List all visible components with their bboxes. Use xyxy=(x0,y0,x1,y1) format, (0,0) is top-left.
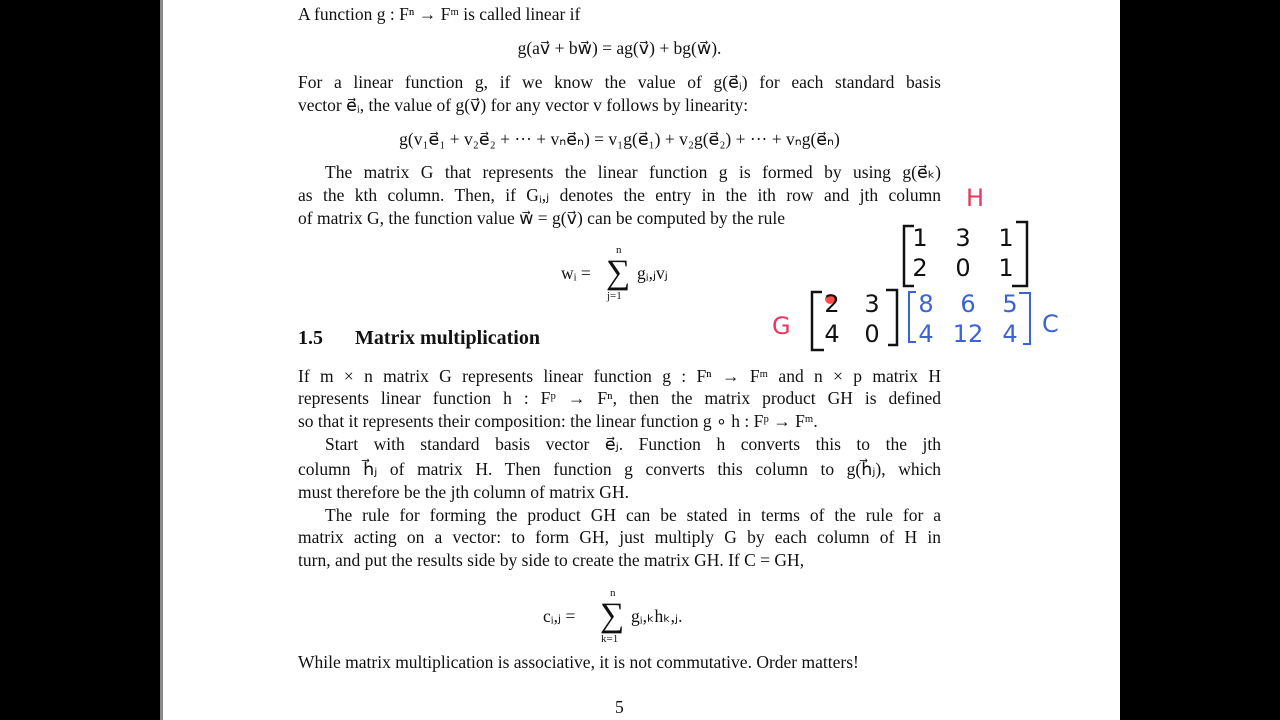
section-title: Matrix multiplication xyxy=(355,327,540,349)
text-line: represents linear function h : Fᵖ → Fⁿ, then the matrix product GH is defined xyxy=(298,388,941,408)
c-bracket-left xyxy=(909,292,916,342)
sigma-symbol: ∑ xyxy=(606,254,631,291)
h-label: H xyxy=(966,184,985,212)
matrix-entry: 8 xyxy=(918,290,934,318)
text-line: Start with standard basis vector e⃗ⱼ. Function h converts this to the jth xyxy=(325,434,941,454)
text-line: The matrix G that represents the linear function g is formed by using g(e⃗ₖ) xyxy=(325,162,941,182)
text-line: matrix acting on a vector: to form GH, just multiply G by each column of H in xyxy=(298,527,941,547)
eq-left: wᵢ = xyxy=(561,263,591,283)
sigma-symbol: ∑ xyxy=(600,597,625,634)
matrix-entry: 1 xyxy=(998,254,1014,282)
c-matrix-entries xyxy=(918,290,1017,348)
g-bracket-left xyxy=(812,292,824,350)
h-bracket-right xyxy=(1012,222,1027,286)
text-line: column h⃗ⱼ of matrix H. Then function g converts this column to g(h⃗ⱼ), which xyxy=(298,459,941,479)
matrix-entry: 2 xyxy=(824,290,840,318)
text-line: turn, and put the results side by side to create the matrix GH. If C = GH, xyxy=(298,550,805,570)
matrix-entry: 0 xyxy=(955,254,971,282)
c-label: C xyxy=(1042,310,1059,338)
text-line: of matrix G, the function value w⃗ = g(v⃗) can be computed by the rule xyxy=(298,208,785,228)
matrix-entry: 0 xyxy=(864,320,880,348)
sum-upper-limit: n xyxy=(616,244,622,256)
eq-right: gᵢ,ⱼvⱼ xyxy=(637,263,668,283)
matrix-entry: 4 xyxy=(824,320,840,348)
matrix-entry: 1 xyxy=(912,224,928,252)
matrix-entry: 4 xyxy=(1002,320,1018,348)
g-label: G xyxy=(772,312,791,340)
text-line: must therefore be the jth column of matrix GH. xyxy=(298,482,629,502)
matrix-entry: 12 xyxy=(952,320,984,348)
eq-right: gᵢ,ₖhₖ,ⱼ. xyxy=(631,606,683,626)
section-number: 1.5 xyxy=(298,327,323,349)
g-matrix-entries xyxy=(824,290,879,348)
text-line: For a linear function g, if we know the value of g(e⃗ᵢ) for each standard basis xyxy=(298,72,941,92)
sum-lower-limit: k=1 xyxy=(601,633,619,645)
matrix-entry: 3 xyxy=(955,224,971,252)
matrix-entry: 1 xyxy=(998,224,1014,252)
matrix-entry: 5 xyxy=(1002,290,1018,318)
equation-linearity: g(av⃗ + bw⃗) = ag(v⃗) + bg(w⃗). xyxy=(517,38,722,58)
text-line: If m × n matrix G represents linear function g : Fⁿ → Fᵐ and n × p matrix H xyxy=(298,366,941,386)
matrix-entry: 4 xyxy=(918,320,934,348)
eq-left: cᵢ,ⱼ = xyxy=(543,606,576,626)
equation-basis-expansion: g(v₁e⃗₁ + v₂e⃗₂ + ··· + vₙe⃗ₙ) = v₁g(e⃗₁) + v₂g(e⃗₂) + ··· + vₙg(e⃗ₙ) xyxy=(399,129,840,149)
matrix-entry: 2 xyxy=(912,254,928,282)
text-line: While matrix multiplication is associative, it is not commutative. Order matters! xyxy=(298,652,859,672)
sum-upper-limit: n xyxy=(610,587,616,599)
matrix-entry: 3 xyxy=(864,290,880,318)
text-line: vector e⃗ᵢ, the value of g(v⃗) for any vector v follows by linearity: xyxy=(298,95,749,115)
page-number: 5 xyxy=(615,697,624,717)
matrix-entry: 6 xyxy=(960,290,976,318)
text-line: as the kth column. Then, if Gᵢ,ⱼ denotes the entry in the ith row and jth column xyxy=(298,185,941,205)
text-line: A function g : Fⁿ → Fᵐ is called linear if xyxy=(298,4,581,24)
sum-lower-limit: j=1 xyxy=(607,290,622,302)
g-bracket-right xyxy=(886,290,897,345)
text-line: so that it represents their composition: the linear function g ∘ h : Fᵖ → Fᵐ. xyxy=(298,411,818,431)
text-line: The rule for forming the product GH can be stated in terms of the rule for a xyxy=(325,505,941,525)
h-matrix-entries xyxy=(912,224,1013,282)
c-bracket-right xyxy=(1019,293,1030,344)
